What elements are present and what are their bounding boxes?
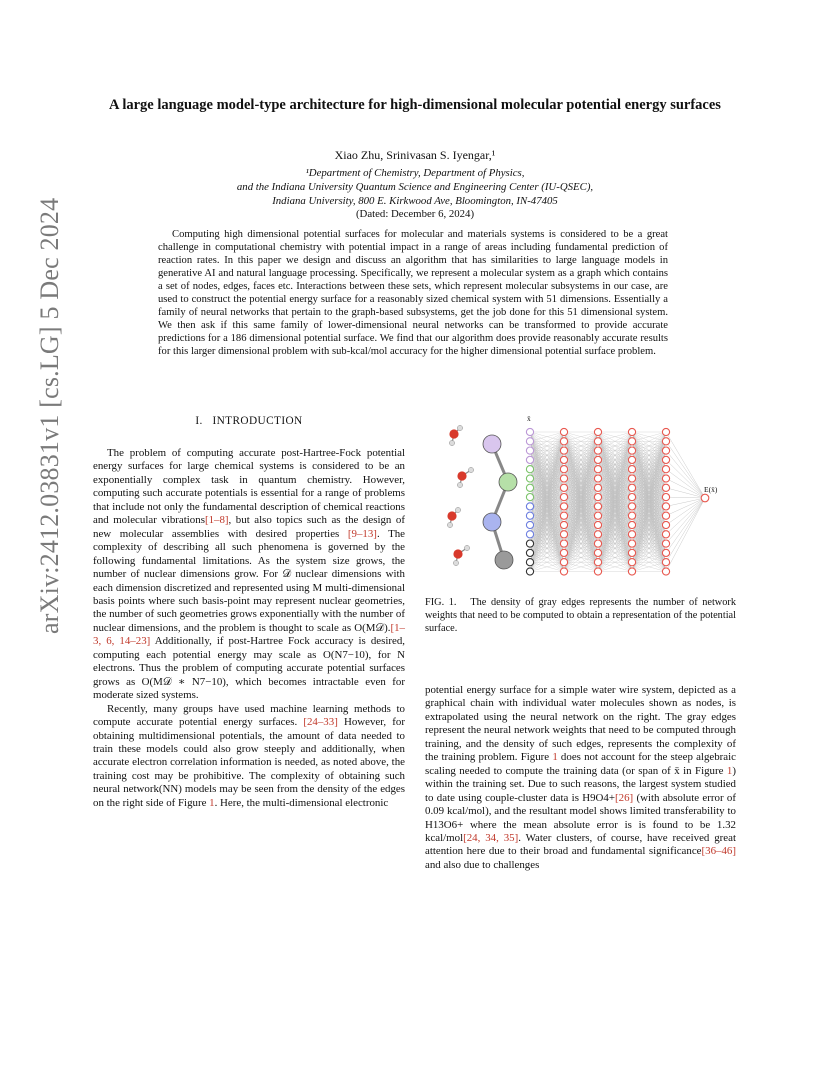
hidden-node [628,568,635,575]
hidden-node [560,456,567,463]
hidden-node [662,531,669,538]
network-edge [666,469,705,498]
hidden-node [662,456,669,463]
input-node [526,475,533,482]
hidden-node [560,484,567,491]
hidden-node [662,447,669,454]
hydrogen-atom [449,440,454,445]
hydrogen-atom [447,522,452,527]
input-node [526,438,533,445]
author-list: Xiao Zhu, Srinivasan S. Iyengar,¹ [334,148,496,162]
hidden-node [560,559,567,566]
hidden-node [560,521,567,528]
input-node [526,494,533,501]
network-edge [666,498,705,572]
hidden-node [594,540,601,547]
hidden-node [662,540,669,547]
network-edge [666,498,705,553]
hidden-node [662,559,669,566]
hidden-node [662,521,669,528]
network-edge [666,498,705,562]
hidden-node [628,521,635,528]
hidden-node [628,540,635,547]
hidden-node [560,549,567,556]
oxygen-atom [457,471,466,480]
left-column [93,447,405,810]
hidden-node [594,456,601,463]
figure-link[interactable]: 1 [209,796,215,809]
output-node [701,494,709,502]
hidden-node [628,494,635,501]
affiliation-line: ¹Department of Chemistry, Department of Physics, [305,167,525,179]
hidden-node [628,503,635,510]
section-title: INTRODUCTION [212,415,303,427]
paper-title: A large language model-type architecture for high-dimensional molecular potential energy surfaces [109,97,721,113]
section-heading [93,415,405,427]
input-node [526,559,533,566]
intro-paragraph-2: Recently, many groups have used machine learning methods to compute accurate potential energy surfaces. [24–33] However, for obtaining multidimensional potentials, the amount of data needed to train these models could also grow steeply and additionally, when accurate electron correlation information is needed, as noted above, the training cost may be prohibitive. The complexity of obtaining such neural network(NN) models may be seen from the density of the edges on the right side of Figure 1. Here, the multi-dimensional electronic [93,702,405,809]
figure-link[interactable]: 1 [726,764,733,777]
hidden-node [662,494,669,501]
hidden-node [560,475,567,482]
hidden-node [594,559,601,566]
oxygen-atom [449,429,458,438]
input-node [526,521,533,528]
hydrogen-atom [455,507,460,512]
hidden-node [560,428,567,435]
hidden-node [594,475,601,482]
intro-paragraph-1: The problem of computing accurate post-Hartree-Fock potential energy surfaces for large chemical systems is considered to be an exponentially complex task in quantum chemistry. However, computing such accurate potentials is essential for a range of problems that include not only the fundamental description of chemical reactions and molecular vibrations[1–8], but also topics such as the design of new molecular assemblies with desired properties [9–13]. The complexity of describing all such phenomena is governed by the following fundamental limitations. As the system size grows, the number of nuclear dimensions grow. For 𝒟 nuclear dimensions with each dimension discretized and represented using M multi-dimensional basis points where such basis-point may represent nuclear geometries, the number of such geometries grows exponentially with the number of nuclear dimensions, and the problem is thought to scale as O(M𝒟).[1–3, 6, 14–23] Additionally, if post-Hartree Fock accuracy is desired, computing each potential energy may scale as O(N7−10), for N electrons. Thus the problem of computing accurate potential surfaces grows as O(M𝒟 ∗ N7−10), which becomes intractable even for moderate sized systems. [93,447,406,702]
graph-node-purple [483,435,501,453]
hydrogen-atom [468,467,473,472]
input-node [526,466,533,473]
input-node [526,484,533,491]
graph-node-green [499,473,517,491]
affiliation [95,166,735,208]
abstract: Computing high dimensional potential surfaces for molecular and materials systems is considered to be a great challenge in computational chemistry with potential impact in a range of areas including fundamental prediction of reaction rates. In this paper we design and discuss an algorithm that has similarities to large language models in generative AI and natural language processing. Specifically, we represent a molecular system as a graph which contains a set of nodes, edges, faces etc. Interactions between these sets, which represent molecular subsystems in our case, are used to construct the potential energy surface for a reasonably sized chemical system with 51 dimensions. Essentially a family of neural networks that pertain to the graph-based subsystems, get the job done for this 51 dimensional system. We then ask if this same family of lower-dimensional neural networks can be transformed to provide accurate predictions for a 186 dimensional potential surface. We find that our algorithm does provide reasonably accurate results for this larger dimensional problem with sub-kcal/mol accuracy for the higher dimensional potential surface problem. [158,229,668,358]
figure-link[interactable]: 1 [552,751,558,764]
citation-link[interactable]: [24–33] [303,716,338,729]
network-edge [666,451,705,498]
caption-text: The density of gray edges represents the number of network weights that need to be computed to obtain a representation of the potential surface. [425,597,736,635]
figure-1-network-diagram [422,412,740,590]
hidden-node [628,456,635,463]
hidden-node [594,438,601,445]
input-node [526,428,533,435]
hidden-node [560,512,567,519]
hidden-node [594,521,601,528]
hidden-node [662,503,669,510]
hidden-node [560,447,567,454]
hidden-node [628,438,635,445]
affiliation-line: Indiana University, 800 E. Kirkwood Ave, Bloomington, IN-47405 [272,195,558,207]
hidden-node [594,447,601,454]
network-edge [666,497,705,498]
hidden-node [628,484,635,491]
input-node [526,540,533,547]
hidden-node [560,438,567,445]
network-edge [666,460,705,498]
hydrogen-atom [464,545,469,550]
hidden-node [560,494,567,501]
hidden-node [560,466,567,473]
hidden-node [662,484,669,491]
affiliation-line: and the Indiana University Quantum Science and Engineering Center (IU-QSEC), [236,181,594,193]
input-node [526,512,533,519]
caption-label: FIG. 1. [425,597,457,608]
hydrogen-atom [457,482,462,487]
hidden-node [560,568,567,575]
figure-caption [425,596,736,636]
input-node [526,549,533,556]
hidden-node [628,428,635,435]
hidden-node [662,549,669,556]
hidden-node [594,512,601,519]
output-label: E(x̄) [704,485,718,494]
hidden-node [628,549,635,556]
intro-paragraph-3: potential energy surface for a simple water wire system, depicted as a graphical chain with individual water molecules shown as nodes, is extrapolated using the neural network on the right. The gray edges represent the neural network weights that need to be computed through training, and the density of such edges, represents the complexity of the training problem. Figure 1 does not account for the steep algebraic scaling needed to compute the training data (or span of x̄ in Figure 1) within the training set. Due to such reasons, the largest system studied to date using couple-cluster data is H9O4+[26] (with absolute error of 0.09 kcal/mol), and the resultant model shows limited transferability to H13O6+ where the mean absolute error is is found to be 1.32 kcal/mol[24, 34, 35]. Water clusters, of course, have received great attention here due to their broad and fundamental significance[36–46] and also due to challenges [425,684,736,871]
hidden-node [594,531,601,538]
citation-link[interactable]: [26] [615,791,634,804]
hidden-node [628,559,635,566]
citation-link[interactable]: [1–3, 6, 14–23] [93,621,405,648]
network-edge [666,498,705,516]
citation-link[interactable]: [36–46] [701,845,736,858]
input-node [526,456,533,463]
arxiv-identifier: arXiv:2412.03831v1 [cs.LG] 5 Dec 2024 [35,197,64,634]
hidden-node [628,531,635,538]
hidden-node [594,568,601,575]
citation-link[interactable]: [24, 34, 35] [463,831,519,844]
hidden-node [594,428,601,435]
input-node [526,447,533,454]
hydrogen-atom [453,560,458,565]
citation-link[interactable]: [1–8] [204,514,229,527]
hidden-node [594,549,601,556]
hidden-node [628,475,635,482]
hidden-node [560,531,567,538]
hidden-node [560,503,567,510]
input-node [526,531,533,538]
hidden-node [628,447,635,454]
input-label: x̄ [527,414,531,423]
graph-node-blue [483,513,501,531]
hidden-node [560,540,567,547]
hidden-node [662,568,669,575]
hidden-node [662,466,669,473]
citation-link[interactable]: [9–13] [347,527,377,540]
network-edge [666,498,705,534]
hidden-node [594,494,601,501]
hidden-node [594,503,601,510]
input-node [526,503,533,510]
hidden-node [662,428,669,435]
section-number: I. [195,415,203,427]
hidden-node [628,466,635,473]
hidden-node [594,466,601,473]
graph-node-gray [495,551,513,569]
hydrogen-atom [457,425,462,430]
hidden-node [594,484,601,491]
date-line: (Dated: December 6, 2024) [355,208,475,220]
input-node [526,568,533,575]
oxygen-atom [453,549,462,558]
hidden-node [662,475,669,482]
hidden-node [628,512,635,519]
right-column [425,684,736,872]
oxygen-atom [447,511,456,520]
hidden-node [662,438,669,445]
hidden-node [662,512,669,519]
